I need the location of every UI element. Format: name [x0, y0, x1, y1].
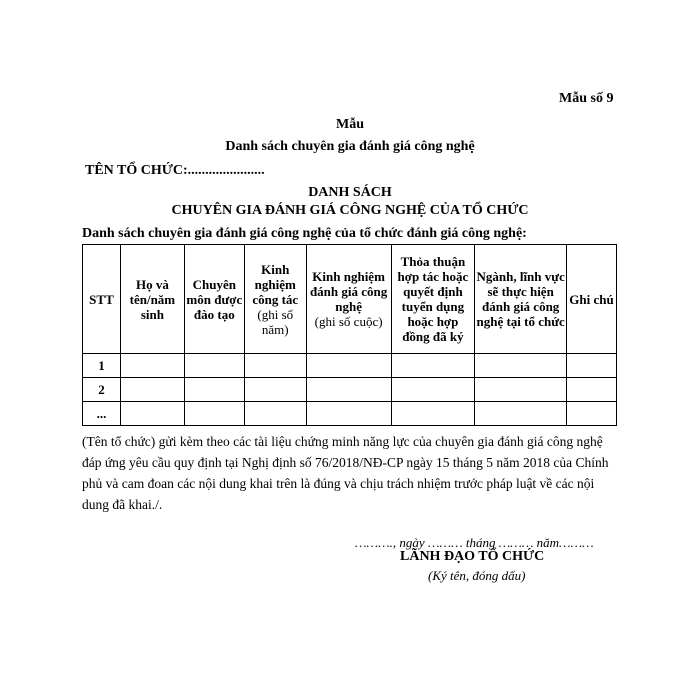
header-field: Ngành, lĩnh vực sẽ thực hiện đánh giá công nghệ tại tổ chức: [475, 245, 567, 354]
cell-specialty[interactable]: [184, 402, 244, 426]
cell-work-experience[interactable]: [244, 402, 306, 426]
cell-field[interactable]: [475, 378, 567, 402]
main-title-line1: DANH SÁCH: [308, 185, 392, 200]
header-specialty: Chuyên môn được đào tạo: [184, 245, 244, 354]
form-subtitle: Danh sách chuyên gia đánh giá công nghệ: [225, 139, 475, 154]
cell-cooperation[interactable]: [391, 402, 475, 426]
table-header-row: [83, 245, 617, 354]
cell-eval-experience[interactable]: [306, 402, 391, 426]
cell-field[interactable]: [475, 354, 567, 378]
header-stt: STT: [83, 245, 121, 354]
cell-name[interactable]: [120, 354, 184, 378]
cell-specialty[interactable]: [184, 378, 244, 402]
row-stt: 2: [83, 378, 121, 402]
template-label: Mẫu: [336, 117, 364, 132]
cell-cooperation[interactable]: [391, 354, 475, 378]
cell-eval-experience[interactable]: [306, 378, 391, 402]
cell-eval-experience[interactable]: [306, 354, 391, 378]
table-row: [83, 378, 617, 402]
header-notes: Ghi chú: [567, 245, 617, 354]
cell-work-experience[interactable]: [244, 378, 306, 402]
header-cooperation: Thỏa thuận hợp tác hoặc quyết định tuyển dụng hoặc hợp đồng đã ký: [391, 245, 475, 354]
organization-name-line: TÊN TỔ CHỨC:......................: [85, 163, 265, 178]
row-stt: 1: [83, 354, 121, 378]
cell-notes[interactable]: [567, 402, 617, 426]
row-stt: ...: [83, 402, 121, 426]
header-eval-experience-note: (ghi số cuộc): [314, 314, 383, 329]
cell-notes[interactable]: [567, 378, 617, 402]
cell-notes[interactable]: [567, 354, 617, 378]
form-number: Mẫu số 9: [559, 91, 614, 106]
header-eval-experience-label: Kinh nghiệm đánh giá công nghệ: [309, 269, 388, 314]
declaration-paragraph: (Tên tổ chức) gửi kèm theo các tài liệu chứng minh năng lực của chuyên gia đánh giá công nghệ đáp ứng yêu cầu quy định tại Nghị định số 76/2018/NĐ-CP ngày 15 tháng 5 năm 2018 của Chính phủ và cam đoan các nội dung khai trên là đúng và chịu trách nhiệm trước pháp luật về các nội dung đã khai./.: [82, 434, 609, 512]
table-row: [83, 402, 617, 426]
leader-title: LÃNH ĐẠO TỔ CHỨC: [400, 549, 545, 564]
cell-cooperation[interactable]: [391, 378, 475, 402]
header-work-experience-label: Kinh nghiệm công tác: [252, 261, 299, 307]
header-work-experience: [244, 245, 306, 354]
signature-note: (Ký tên, đóng dấu): [428, 568, 526, 583]
table-row: [83, 354, 617, 378]
main-title-line2: CHUYÊN GIA ĐÁNH GIÁ CÔNG NGHỆ CỦA TỔ CHỨC: [171, 203, 529, 218]
cell-specialty[interactable]: [184, 354, 244, 378]
cell-name[interactable]: [120, 378, 184, 402]
cell-work-experience[interactable]: [244, 354, 306, 378]
header-name: Họ và tên/năm sinh: [120, 245, 184, 354]
cell-field[interactable]: [475, 402, 567, 426]
header-eval-experience: [306, 245, 391, 354]
date-line: ………., ngày ……… tháng ……… năm………: [355, 535, 594, 550]
header-work-experience-note: (ghi số năm): [257, 306, 294, 337]
experts-table: [82, 244, 617, 426]
table-caption: Danh sách chuyên gia đánh giá công nghệ của tổ chức đánh giá công nghệ:: [82, 226, 527, 241]
cell-name[interactable]: [120, 402, 184, 426]
